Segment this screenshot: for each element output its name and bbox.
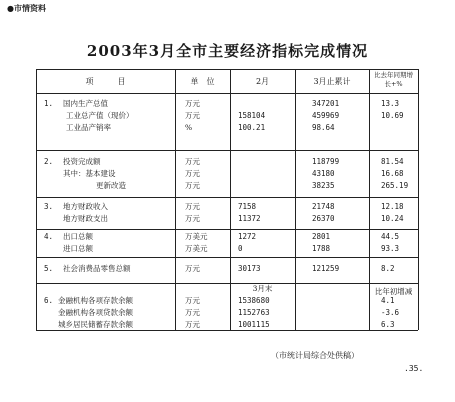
row-unit: 万元 — [185, 296, 200, 305]
row-item-label: 地方财政收入 — [63, 202, 108, 211]
subheader-growth: 比年初增减 — [374, 287, 413, 296]
row-growth-value: 93.3 — [381, 244, 400, 253]
row-item-label: 地方财政支出 — [63, 214, 108, 223]
row-growth-value: 265.19 — [381, 181, 409, 190]
header-rule — [36, 93, 418, 94]
row-unit: % — [185, 123, 193, 132]
row-month-value: 0 — [238, 244, 243, 253]
row-growth-value: 12.18 — [381, 202, 404, 211]
row-cumulative-value: 43180 — [312, 169, 335, 178]
row-item-label: 更新改造 — [96, 181, 126, 190]
row-unit: 万元 — [185, 181, 200, 190]
column-rule — [36, 69, 37, 330]
row-item-label: 国内生产总值 — [63, 99, 108, 108]
row-month-value: 1152763 — [238, 308, 270, 317]
group-rule — [36, 229, 418, 230]
row-month-value: 158104 — [238, 111, 266, 120]
row-cumulative-value: 21748 — [312, 202, 335, 211]
row-unit: 万元 — [185, 202, 200, 211]
row-cumulative-value: 1788 — [312, 244, 331, 253]
row-unit: 万元 — [185, 111, 200, 120]
page-title: 2003年3月全市主要经济指标完成情况 — [86, 42, 369, 60]
group-index: 6. — [44, 296, 54, 305]
row-growth-value: 8.2 — [381, 264, 395, 273]
column-header-unit: 单 位 — [190, 77, 215, 86]
page-number: .35. — [404, 364, 424, 373]
column-header-cumulative: 3月止累计 — [313, 77, 351, 86]
group-index: 3. — [44, 202, 54, 211]
column-header-item: 项 目 — [85, 77, 126, 86]
group-index: 5. — [44, 264, 54, 273]
row-item-label: 社会消费品零售总额 — [63, 264, 131, 273]
row-month-value: 1538680 — [238, 296, 270, 305]
group-rule — [36, 150, 418, 151]
table-top-rule — [36, 69, 418, 70]
row-item-label: 其中：基本建设 — [63, 169, 116, 178]
row-cumulative-value: 2801 — [312, 232, 331, 241]
row-month-value: 1272 — [238, 232, 257, 241]
row-item-label: 投资完成额 — [63, 157, 101, 166]
row-unit: 万美元 — [185, 232, 208, 241]
row-item-label: 进口总额 — [63, 244, 93, 253]
column-rule — [418, 69, 419, 330]
row-growth-value: 81.54 — [381, 157, 404, 166]
row-item-label: 工业品产销率 — [66, 123, 111, 132]
row-month-value: 7158 — [238, 202, 257, 211]
row-growth-value: 10.24 — [381, 214, 404, 223]
row-cumulative-value: 98.64 — [312, 123, 335, 132]
row-item-label: 城乡居民储蓄存款余额 — [58, 320, 133, 329]
column-rule — [175, 69, 176, 330]
row-growth-value: 10.69 — [381, 111, 404, 120]
row-item-label: 金融机构各项存款余额 — [58, 296, 133, 305]
row-item-label: 工业总产值（现价） — [66, 111, 134, 120]
source-note: （市统计局综合处供稿） — [271, 351, 359, 360]
row-growth-value: 13.3 — [381, 99, 400, 108]
row-unit: 万元 — [185, 157, 200, 166]
row-unit: 万元 — [185, 308, 200, 317]
row-growth-value: 6.3 — [381, 320, 395, 329]
column-rule — [295, 69, 296, 330]
row-unit: 万元 — [185, 169, 200, 178]
column-header-growth: 比去年同期增长+% — [374, 71, 413, 88]
row-month-value: 100.21 — [238, 123, 266, 132]
row-growth-value: 44.5 — [381, 232, 400, 241]
group-rule — [36, 197, 418, 198]
row-cumulative-value: 347201 — [312, 99, 340, 108]
section-header: ●市情资料 — [7, 4, 46, 13]
row-unit: 万元 — [185, 320, 200, 329]
group-rule — [36, 257, 418, 258]
row-growth-value: -3.6 — [381, 308, 400, 317]
row-unit: 万美元 — [185, 244, 208, 253]
group-index: 1. — [44, 99, 54, 108]
row-growth-value: 16.68 — [381, 169, 404, 178]
row-month-value: 30173 — [238, 264, 261, 273]
row-item-label: 金融机构各项贷款余额 — [58, 308, 133, 317]
row-growth-value: 4.1 — [381, 296, 395, 305]
row-unit: 万元 — [185, 99, 200, 108]
row-cumulative-value: 118799 — [312, 157, 340, 166]
row-cumulative-value: 26370 — [312, 214, 335, 223]
row-unit: 万元 — [185, 264, 200, 273]
row-cumulative-value: 459969 — [312, 111, 340, 120]
group-index: 2. — [44, 157, 54, 166]
row-cumulative-value: 121259 — [312, 264, 340, 273]
row-unit: 万元 — [185, 214, 200, 223]
row-month-value: 1001115 — [238, 320, 270, 329]
row-item-label: 出口总额 — [63, 232, 93, 241]
column-header-month: 2月 — [255, 77, 270, 86]
row-cumulative-value: 38235 — [312, 181, 335, 190]
row-month-value: 11372 — [238, 214, 261, 223]
group-index: 4. — [44, 232, 54, 241]
group-rule — [36, 283, 418, 284]
subheader-month: 3月末 — [252, 284, 273, 293]
